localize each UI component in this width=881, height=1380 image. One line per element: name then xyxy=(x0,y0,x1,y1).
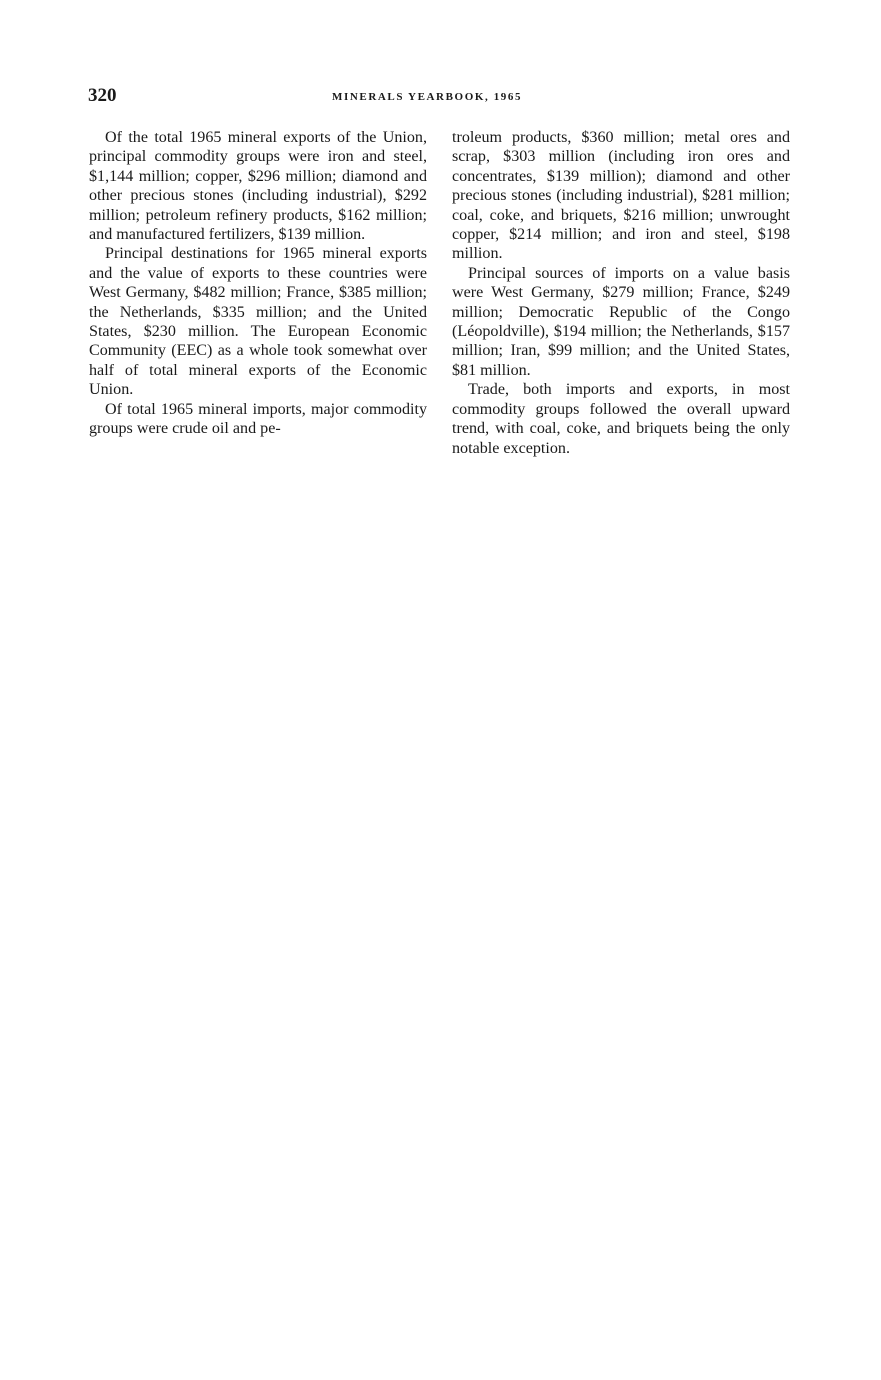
paragraph: Of the total 1965 mineral exports of the Union, principal commodity groups were iron and steel, $1,144 million; copper, $296 million; diamond and other precious stones (including industrial), $292 million; petroleum refinery products, $162 million; and manufactured fertilizers, $139 million. xyxy=(89,129,427,244)
paragraph: Of total 1965 mineral imports, major commodity groups were crude oil and pe- xyxy=(89,400,427,438)
paragraph: Principal destinations for 1965 mineral exports and the value of exports to these countries were West Germany, $482 million; France, $385 million; the Netherlands, $335 million; and the United States, $230 million. The European Economic Community (EEC) as a whole took somewhat over half of total mineral exports of the Economic Union. xyxy=(89,245,427,399)
paragraph: troleum products, $360 million; metal ores and scrap, $303 million (including iron ores and concentrates, $139 million); diamond and other precious stones (including industrial), $281 million; coal, coke, and briquets, $216 million; unwrought copper, $214 million; and iron and steel, $198 million. xyxy=(452,129,790,263)
left-column xyxy=(89,128,427,439)
paragraph: Principal sources of imports on a value basis were West Germany, $279 million; France, $249 million; Democratic Republic of the Congo (Léopoldville), $194 million; the Netherlands, $157 million; Iran, $99 million; and the United States, $81 million. xyxy=(452,264,790,379)
running-head xyxy=(88,84,792,110)
paragraph: Trade, both imports and exports, in most commodity groups followed the overall upward trend, with coal, coke, and briquets being the only notable exception. xyxy=(452,381,790,457)
page-number: 320 xyxy=(88,85,117,106)
right-column xyxy=(452,128,790,458)
running-title: MINERALS YEARBOOK, 1965 xyxy=(332,91,523,103)
